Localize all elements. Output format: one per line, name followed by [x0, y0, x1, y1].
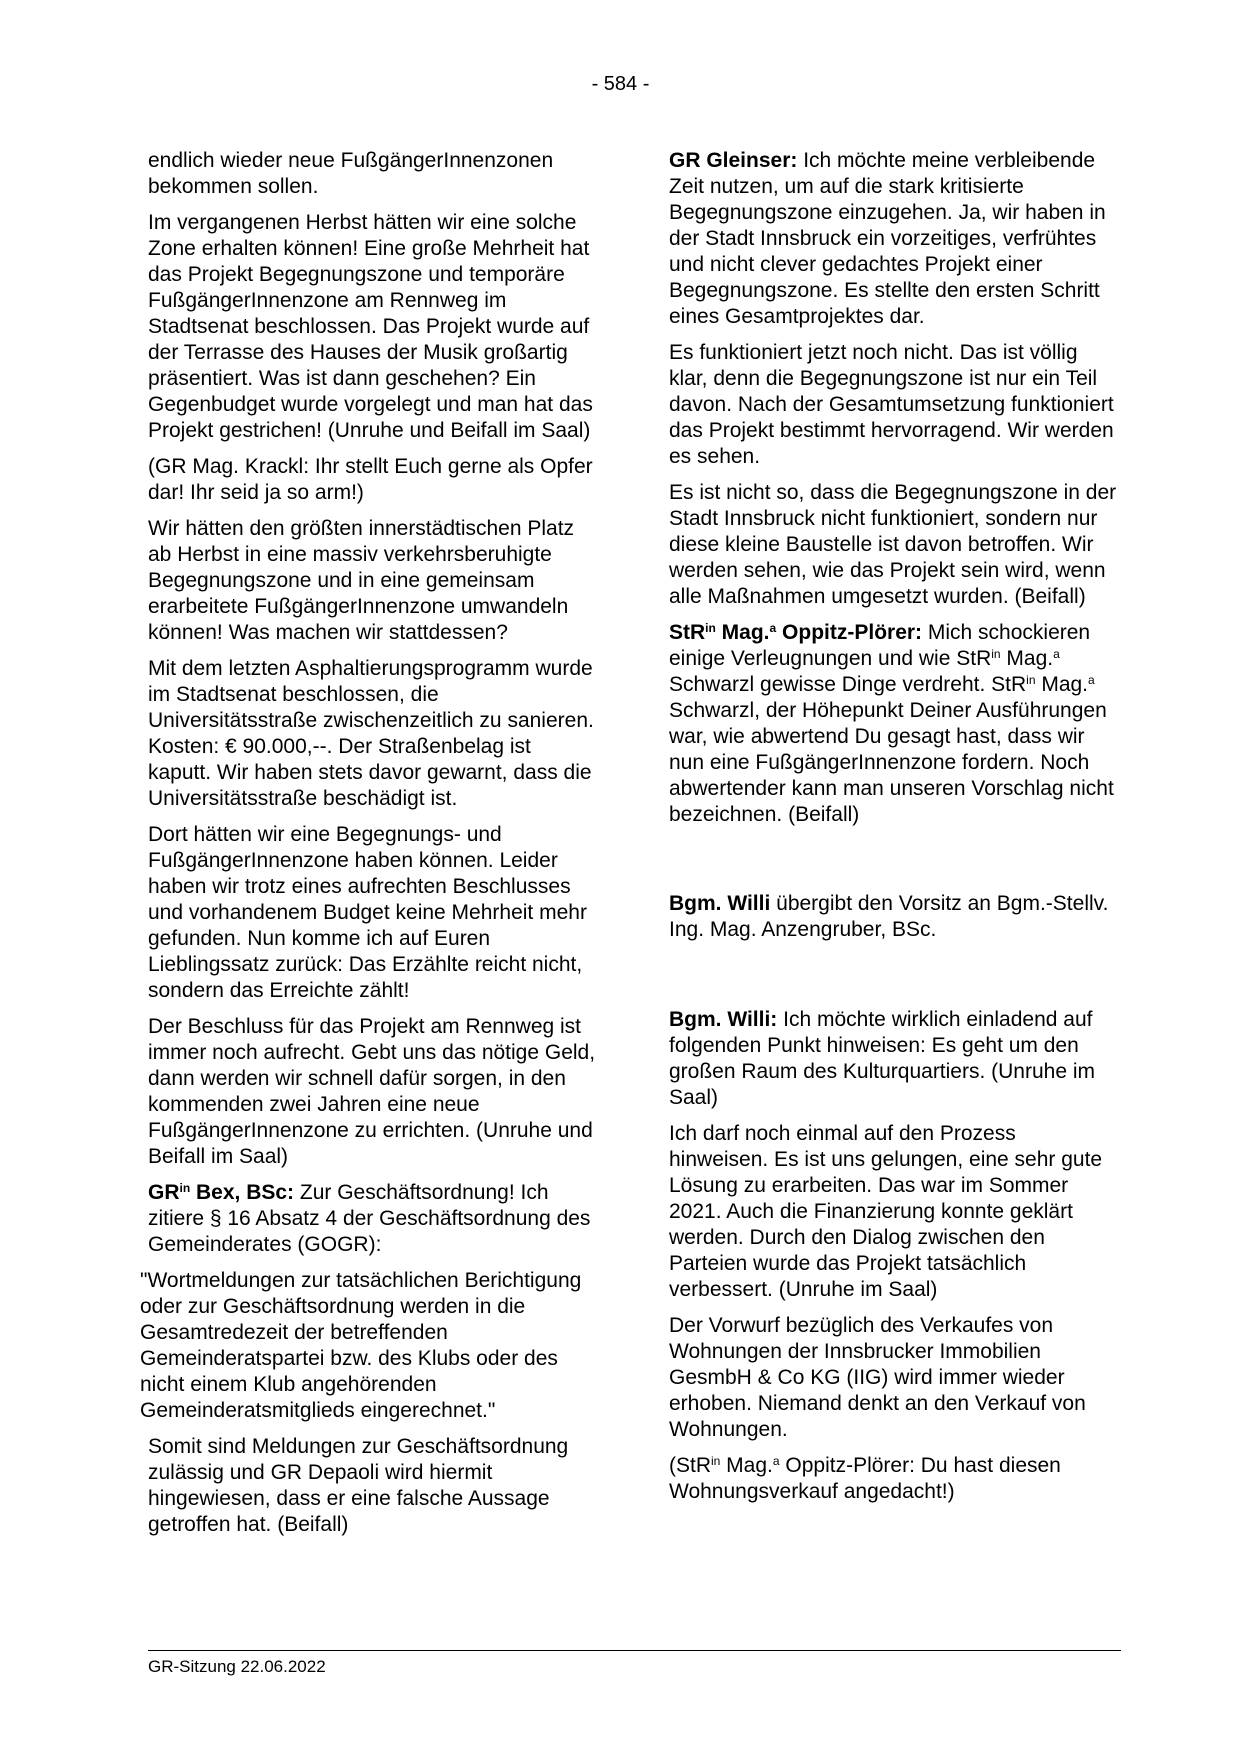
paragraph: Wir hätten den größten innerstädtischen Platz ab Herbst in eine massiv verkehrsberuhigte Begegnungszone und in eine gemeinsam erarbeitete FußgängerInnenzone umwandeln können! Was machen wir stattdessen?	[148, 517, 575, 644]
right-column	[669, 148, 1119, 1515]
speaker-name: $GR^{in}$ Bex, BSc:	[148, 1181, 295, 1204]
footer-session-date: GR-Sitzung 22.06.2022	[148, 1657, 326, 1676]
quotation: "Wortmeldungen zur tatsächlichen Berichtigung oder zur Geschäftsordnung werden in die Gesamtredezeit der betreffenden Gemeinderatspartei bzw. des Klubs oder des nicht einem Klub angehörenden Gemeinderatsmitglieds eingerechnet."	[140, 1269, 582, 1422]
footer-divider	[148, 1650, 1121, 1651]
speaker-name: GR Gleinser:	[669, 149, 798, 172]
page-number: - 584 -	[591, 73, 650, 95]
paragraph: Der Beschluss für das Projekt am Rennweg ist immer noch aufrecht. Gebt uns das nötige Geld, dann werden wir schnell dafür sorgen, in den kommenden zwei Jahren eine neue FußgängerInnenzone zu errichten. (Unruhe und Beifall im Saal)	[148, 1015, 596, 1168]
paragraph: Es ist nicht so, dass die Begegnungszone in der Stadt Innsbruck nicht funktioniert, sondern nur diese kleine Baustelle ist davon betroffen. Wir werden sehen, wie das Projekt sein wird, wenn alle Maßnahmen umgesetzt wurden. (Beifall)	[669, 481, 1117, 608]
interjection: (GR Mag. Krackl: Ihr stellt Euch gerne als Opfer dar! Ihr seid ja so arm!)	[148, 455, 593, 504]
chair-handover: Bgm. Willi übergibt den Vorsitz an Bgm.-Stellv. Ing. Mag. Anzengruber, BSc.	[669, 892, 1109, 941]
spacer	[669, 953, 1119, 1007]
paragraph: Ich darf noch einmal auf den Prozess hinweisen. Es ist uns gelungen, eine sehr gute Lösung zu erarbeiten. Das war im Sommer 2021. Auch die Finanzierung konnte geklärt werden. Durch den Dialog zwischen den Parteien wurde das Projekt tatsächlich verbessert. (Unruhe im Saal)	[669, 1122, 1103, 1301]
speech-paragraph: StR$^{in}$ Mag.$^a$ Oppitz-Plörer: Mich schockieren einige Verleugnungen und wie StR$^{in}$ Mag.$^a$ Schwarzl gewisse Dinge verdreht. StR$^{in}$ Mag.$^a$ Schwarzl, der Höhepunkt Deiner Ausführungen war, wie abwertend Du gesagt hast, dass wir nun eine FußgängerInnenzone fordern. Noch abwertender kann man unseren Vorschlag nicht bezeichnen. (Beifall)	[669, 621, 1114, 826]
paragraph: endlich wieder neue FußgängerInnenzonen bekommen sollen.	[148, 149, 554, 198]
paragraph: Dort hätten wir eine Begegnungs- und FußgängerInnenzone haben können. Leider haben wir trotz eines aufrechten Beschlusses und vorhandenem Budget keine Mehrheit mehr gefunden. Nun komme ich auf Euren Lieblingssatz zurück: Das Erzählte reicht nicht, sondern das Erreichte zählt!	[148, 823, 587, 1002]
paragraph: Somit sind Meldungen zur Geschäftsordnung zulässig und GR Depaoli wird hiermit hingewiesen, dass er eine falsche Aussage getroffen hat. (Beifall)	[148, 1435, 569, 1536]
speaker-name: Bgm. Willi	[669, 892, 771, 915]
speaker-name: Bgm. Willi:	[669, 1008, 778, 1031]
speech-paragraph: GR Gleinser: Ich möchte meine verbleibende Zeit nutzen, um auf die stark kritisierte Begegnungszone einzugehen. Ja, wir haben in der Stadt Innsbruck ein vorzeitiges, verfrühtes und nicht clever gedachtes Projekt einer Begegnungszone. Es stellte den ersten Schritt eines Gesamtprojektes dar.	[669, 149, 1106, 328]
paragraph: Mit dem letzten Asphaltierungsprogramm wurde im Stadtsenat beschlossen, die Universitätsstraße zwischenzeitlich zu sanieren. Kosten: € 90.000,--. Der Straßenbelag ist kaputt. Wir haben stets davor gewarnt, dass die Universitätsstraße beschädigt ist.	[148, 657, 594, 810]
left-column	[140, 148, 598, 1548]
paragraph: Im vergangenen Herbst hätten wir eine solche Zone erhalten können! Eine große Mehrheit hat das Projekt Begegnungszone und temporäre FußgängerInnenzone am Rennweg im Stadtsenat beschlossen. Das Projekt wurde auf der Terrasse des Hauses der Musik großartig präsentiert. Was ist dann geschehen? Ein Gegenbudget wurde vorgelegt und man hat das Projekt gestrichen! (Unruhe und Beifall im Saal)	[148, 211, 593, 442]
spacer	[669, 838, 1119, 891]
paragraph: Es funktioniert jetzt noch nicht. Das ist völlig klar, denn die Begegnungszone ist nur ein Teil davon. Nach der Gesamtumsetzung funktioniert das Projekt bestimmt hervorragend. Wir werden es sehen.	[669, 341, 1114, 468]
paragraph: Der Vorwurf bezüglich des Verkaufes von Wohnungen der Innsbrucker Immobilien GesmbH & Co KG (IIG) wird immer wieder erhoben. Niemand denkt an den Verkauf von Wohnungen.	[669, 1314, 1086, 1441]
interjection: (StR$^{in}$ Mag.$^a$ Oppitz-Plörer: Du hast diesen Wohnungsverkauf angedacht!)	[669, 1454, 1061, 1503]
speech-paragraph: Bgm. Willi: Ich möchte wirklich einladend auf folgenden Punkt hinweisen: Es geht um den großen Raum des Kulturquartiers. (Unruhe im Saal)	[669, 1008, 1096, 1109]
speaker-name: StR$^{in}$ Mag.$^a$ Oppitz-Plörer:	[669, 621, 923, 644]
speech-paragraph: $GR^{in}$ Bex, BSc: Zur Geschäftsordnung! Ich zitiere § 16 Absatz 4 der Geschäftsordnung des Gemeinderates (GOGR):	[148, 1181, 591, 1256]
